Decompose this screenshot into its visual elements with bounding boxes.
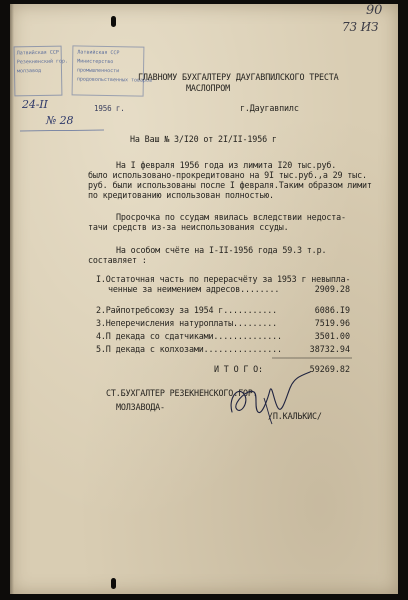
paragraph-3-line: На особом счёте на I-II-1956 года 59.3 т.р. [116, 245, 327, 255]
signatory-name: /П.КАЛЬКИС/ [268, 411, 322, 421]
signature-title-line-1: СТ.БУХГАЛТЕР РЕЗЕКНЕНСКОГО.ГОР. [106, 388, 258, 398]
stamp-underline [18, 128, 108, 134]
total-value: 59269.82 [309, 364, 350, 374]
paragraph-3-line: составляет : [88, 255, 147, 265]
paragraph-1-line: по кредитованию использован полностью. [88, 190, 274, 200]
paragraph-2-line: тачи средств из-за неиспользования ссуды. [88, 222, 289, 232]
total-label: И Т О Г О: [214, 364, 263, 374]
paragraph-2-line: Просрочка по ссудам явилась вследствии недоста- [116, 212, 346, 222]
list-item-label: 5.П декада с колхозами................ [96, 344, 282, 354]
stamp-right-line: продовольственных товаров [76, 76, 153, 84]
punch-hole [111, 578, 116, 589]
folio-number: 90 [366, 4, 383, 18]
handwritten-number: № 28 [46, 114, 74, 127]
stamp-left-line: Резекненский гор. [16, 58, 69, 66]
document-page [10, 4, 398, 594]
paragraph-1-line: На I февраля 1956 года из лимита I20 тыс.руб. [116, 160, 337, 170]
stamp-right [72, 45, 153, 96]
archive-code: 73 ИЗ [342, 20, 379, 34]
list-item-label: 3.Неперечисления натуроплаты......... [96, 318, 278, 328]
stamp-right-line: Министерство [77, 58, 114, 66]
handwritten-signature [224, 368, 314, 428]
list-item-amount: 6086.I9 [314, 305, 350, 315]
addressee-line-2: МАСЛОПРОМ [186, 83, 231, 93]
list-item-amount: 3501.00 [314, 331, 350, 341]
punch-hole [111, 16, 116, 27]
list-item-label: 2.Райпотребсоюзу за 1954 г........... [96, 305, 278, 315]
list-item-label: ченные за неимением адресов........ [108, 284, 280, 294]
list-item-label: 4.П декада со сдатчиками.............. [96, 331, 282, 341]
list-item-amount: 7519.96 [314, 318, 350, 328]
total-rule [270, 356, 354, 360]
list-item-label: I.Остаточная часть по перерасчёту за 1953 г невыпла- [96, 274, 351, 284]
list-item-amount: 38732.94 [309, 344, 350, 354]
city: г.Даугавпилс [240, 103, 299, 113]
signature-title-line-2: МОЛЗАВОДА- [116, 402, 165, 412]
paragraph-1-line: было использовано-прокредитовано на 9I тыс.руб.,а 29 тыс. [88, 170, 367, 180]
stamp-right-line: Латвийская ССР [77, 49, 120, 57]
stamp-left-line: Латвийская ССР [16, 49, 59, 57]
stamp-left-line: молзавод [16, 67, 42, 75]
stamp-right-line: промышленности [76, 67, 120, 75]
reference-line: На Ваш № З/I20 от 2I/II-1956 г [130, 134, 277, 144]
paragraph-1-line: руб. были использованы после I февраля.Таким образом лимит [88, 180, 372, 190]
stamp-left [14, 46, 69, 97]
list-item-amount: 2909.28 [314, 284, 350, 294]
handwritten-date: 24-II [22, 98, 48, 111]
addressee-line-1: ГЛАВНОМУ БУХГАЛТЕРУ ДАУГАВПИЛСКОГО ТРЕСТА [138, 72, 339, 82]
stamp-year: 1956 г. [94, 104, 125, 113]
